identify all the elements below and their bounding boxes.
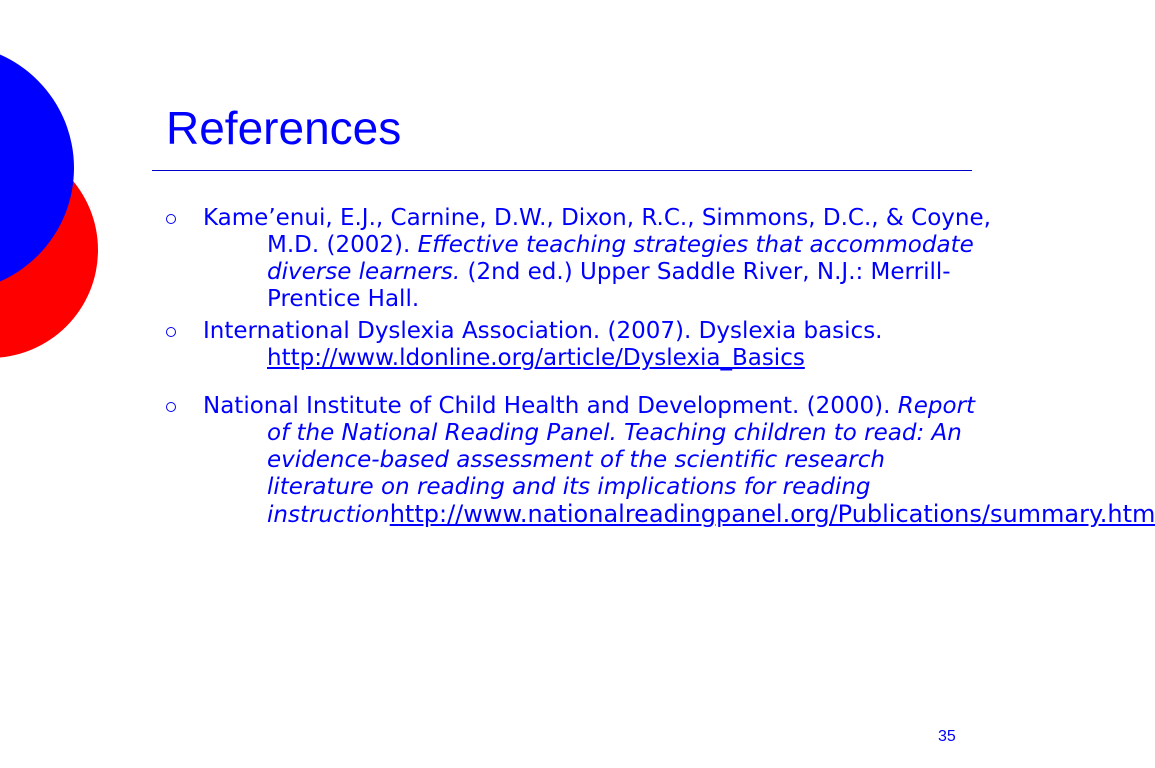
- decorative-circles: [0, 0, 110, 420]
- reference-link[interactable]: http://www.ldonline.org/article/Dyslexia_Basics: [267, 345, 805, 371]
- circle-bullet-icon: [166, 214, 176, 224]
- reference-publisher: (2nd ed.) Upper Saddle River, N.J.: Merrill-Prentice Hall.: [267, 259, 951, 312]
- reference-title: Effective teaching strategies that accommodate diverse learners.: [267, 232, 974, 285]
- reference-text: [203, 205, 996, 313]
- reference-citation: National Institute of Child Health and Development. (2000).: [203, 393, 898, 419]
- reference-item: [166, 318, 996, 372]
- circle-bullet-icon: [166, 402, 176, 412]
- reference-title: Report of the National Reading Panel. Teaching children to read: An evidence-based assessment of the scientific research literature on reading and its implications for reading instruction: [267, 393, 976, 528]
- reference-list: [166, 205, 1155, 529]
- reference-item: [166, 205, 996, 313]
- reference-text: [203, 318, 996, 372]
- page-number: 35: [938, 728, 956, 745]
- reference-item: [166, 393, 1155, 529]
- slide-title: References: [166, 102, 402, 154]
- reference-link[interactable]: http://www.nationalreadingpanel.org/Publications/summary.htm: [389, 500, 1155, 528]
- title-divider: [152, 170, 972, 171]
- circle-bullet-icon: [166, 327, 176, 337]
- reference-text: [203, 393, 1155, 529]
- reference-citation: International Dyslexia Association. (2007). Dyslexia basics.: [203, 318, 883, 344]
- reference-citation: Kame’enui, E.J., Carnine, D.W., Dixon, R.C., Simmons, D.C., & Coyne, M.D. (2002).: [203, 205, 991, 258]
